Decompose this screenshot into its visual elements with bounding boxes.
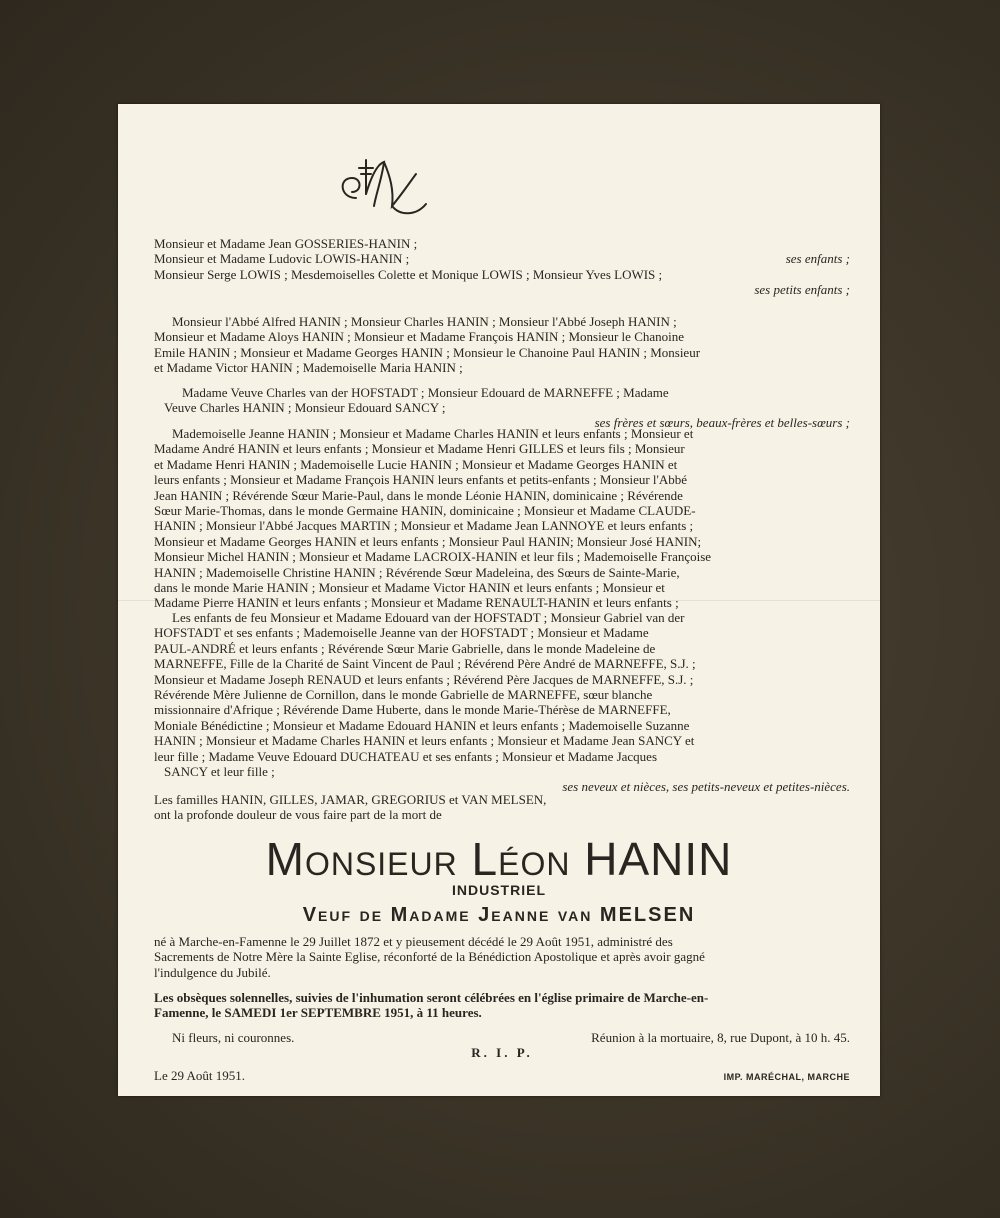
widower-line: Veuf de Madame Jeanne van MELSEN — [302, 904, 696, 926]
nephews-line: Mademoiselle Jeanne HANIN ; Monsieur et Madame Charles HANIN et leurs enfants ; Monsieur et — [172, 426, 694, 441]
funeral-block — [154, 990, 850, 1021]
deceased-name: Monsieur Léon HANIN — [265, 833, 733, 885]
nephews-line: Jean HANIN ; Révérende Sœur Marie-Paul, dans le monde Léonie HANIN, dominicaine ; Révérende — [154, 487, 683, 503]
funeral-line: Famenne, le SAMEDI 1er SEPTEMBRE 1951, à 11 heures. — [154, 1005, 482, 1021]
families-block — [154, 792, 850, 823]
details-line — [154, 1030, 850, 1045]
nephews-block-2 — [154, 610, 850, 795]
nephews-line: HANIN ; Monsieur l'Abbé Jacques MARTIN ; Monsieur et Madame Jean LANNOYE et leurs enfants ; — [154, 518, 694, 534]
grandchildren-line: Monsieur Serge LOWIS ; Mesdemoiselles Colette et Monique LOWIS ; Monsieur Yves LOWIS ; — [154, 266, 663, 282]
nephews-line: leurs enfants ; Monsieur et Madame François HANIN leurs enfants et petits-enfants ; Monsieur l'Abbé — [154, 472, 688, 488]
footer — [154, 1068, 850, 1085]
nephews-block-1 — [154, 426, 850, 611]
nephews-line: et Madame Henri HANIN ; Mademoiselle Lucie HANIN ; Monsieur et Madame Georges HANIN et — [154, 456, 678, 472]
bio-line: l'indulgence du Jubilé. — [154, 964, 271, 980]
nephews-line: Madame Pierre HANIN et leurs enfants ; Monsieur et Madame RENAULT-HANIN et leurs enfants ; — [154, 595, 679, 611]
nephews-line: MARNEFFE, Fille de la Charité de Saint Vincent de Paul ; Révérend Père André de MARNEFFE, S.J. ; — [154, 656, 696, 672]
printer: IMP. MARÉCHAL, MARCHE — [723, 1072, 850, 1082]
nephews-line: dans le monde Marie HANIN ; Monsieur et Madame Victor HANIN et leurs enfants ; Monsieur et — [154, 579, 665, 595]
nephews-line: HANIN ; Mademoiselle Christine HANIN ; Révérende Sœur Madeleina, des Sœurs de Sainte-Marie, — [154, 564, 680, 580]
nephews-line: Monsieur Michel HANIN ; Monsieur et Madame LACROIX-HANIN et leur fils ; Mademoiselle Françoise — [154, 549, 712, 565]
cross-monogram-m-icon — [326, 154, 436, 224]
in-laws-line: Veuve Charles HANIN ; Monsieur Edouard SANCY ; — [164, 399, 446, 415]
rip: R. I. P. — [471, 1045, 533, 1061]
siblings-line: Emile HANIN ; Monsieur et Madame Georges HANIN ; Monsieur le Chanoine Paul HANIN ; Monsieur — [154, 344, 701, 360]
date-line: Le 29 Août 1951. — [154, 1068, 245, 1083]
nephews-line: Les enfants de feu Monsieur et Madame Edouard van der HOFSTADT ; Monsieur Gabriel van der — [172, 610, 685, 625]
no-flowers: Ni fleurs, ni couronnes. — [172, 1030, 295, 1045]
meeting-info: Réunion à la mortuaire, 8, rue Dupont, à 10 h. 45. — [591, 1030, 850, 1045]
bio-line: Sacrements de Notre Mère la Sainte Eglise, réconforté de la Bénédiction Apostolique et après avoir gagné — [154, 949, 705, 965]
profession: INDUSTRIEL — [452, 882, 546, 898]
siblings-line: et Madame Victor HANIN ; Mademoiselle Maria HANIN ; — [154, 360, 463, 376]
children-label: ses enfants ; — [785, 251, 850, 267]
nephews-line: leur fille ; Madame Veuve Edouard DUCHATEAU et ses enfants ; Monsieur et Madame Jacques — [154, 748, 658, 764]
children-line-2-text: Monsieur et Madame Ludovic LOWIS-HANIN ; — [154, 251, 410, 267]
nephews-line: HANIN ; Monsieur et Madame Charles HANIN et leurs enfants ; Monsieur et Madame Jean SANCY et — [154, 733, 695, 749]
nephews-line: Révérende Mère Julienne de Cornillon, dans le monde Gabrielle de MARNEFFE, sœur blanche — [154, 686, 653, 702]
nephews-line: missionnaire d'Afrique ; Révérende Dame Huberte, dans le monde Marie-Thérèse de MARNEFFE, — [154, 702, 671, 718]
in-laws-line: Madame Veuve Charles van der HOFSTADT ; Monsieur Edouard de MARNEFFE ; Madame — [182, 384, 669, 400]
intro-line: ont la profonde douleur de vous faire part de la mort de — [154, 807, 442, 823]
nephews-line: Monsieur et Madame Joseph RENAUD et leurs enfants ; Révérend Père Jacques de MARNEFFE, S.J. ; — [154, 671, 694, 687]
funeral-line: Les obsèques solennelles, suivies de l'inhumation seront célébrées en l'église primaire de Marche-en- — [154, 990, 709, 1005]
biography-block — [154, 934, 850, 980]
siblings-line: Monsieur et Madame Aloys HANIN ; Monsieur et Madame François HANIN ; Monsieur le Chanoine — [154, 329, 685, 345]
funeral-notice-card — [118, 104, 880, 1096]
children-line-1: Monsieur et Madame Jean GOSSERIES-HANIN ; — [154, 236, 418, 251]
families-line: Les familles HANIN, GILLES, JAMAR, GREGORIUS et VAN MELSEN, — [154, 792, 547, 807]
bio-line: né à Marche-en-Famenne le 29 Juillet 1872 et y pieusement décédé le 29 Août 1951, administré des — [154, 934, 673, 949]
nephews-line: SANCY et leur fille ; — [164, 763, 275, 779]
grandchildren-label: ses petits enfants ; — [754, 282, 850, 298]
siblings-block — [154, 314, 850, 431]
nephews-line: Sœur Marie-Thomas, dans le monde Germaine HANIN, dominicaine ; Monsieur et Madame CLAUDE- — [154, 502, 696, 518]
children-block — [154, 236, 850, 298]
siblings-line: Monsieur l'Abbé Alfred HANIN ; Monsieur Charles HANIN ; Monsieur l'Abbé Joseph HANIN ; — [172, 314, 677, 329]
nephews-line: Monsieur et Madame Georges HANIN et leurs enfants ; Monsieur Paul HANIN; Monsieur José HANIN; — [154, 533, 702, 549]
nephews-label: ses neveux et nièces, ses petits-neveux et petites-nièces. — [562, 779, 850, 795]
nephews-line: Madame André HANIN et leurs enfants ; Monsieur et Madame Henri GILLES et leurs fils ; Monsieur — [154, 441, 685, 457]
nephews-line: PAUL-ANDRÉ et leurs enfants ; Révérende Sœur Marie Gabrielle, dans le monde Madeleine de — [154, 640, 656, 656]
nephews-line: Moniale Bénédictine ; Monsieur et Madame Edouard HANIN et leurs enfants ; Mademoiselle Suzanne — [154, 717, 690, 733]
siblings-label: ses frères et sœurs, beaux-frères et belles-sœurs ; — [594, 415, 850, 431]
children-line-2 — [154, 251, 850, 266]
details-block — [154, 1030, 850, 1061]
nephews-line: HOFSTADT et ses enfants ; Mademoiselle Jeanne van der HOFSTADT ; Monsieur et Madame — [154, 625, 649, 641]
